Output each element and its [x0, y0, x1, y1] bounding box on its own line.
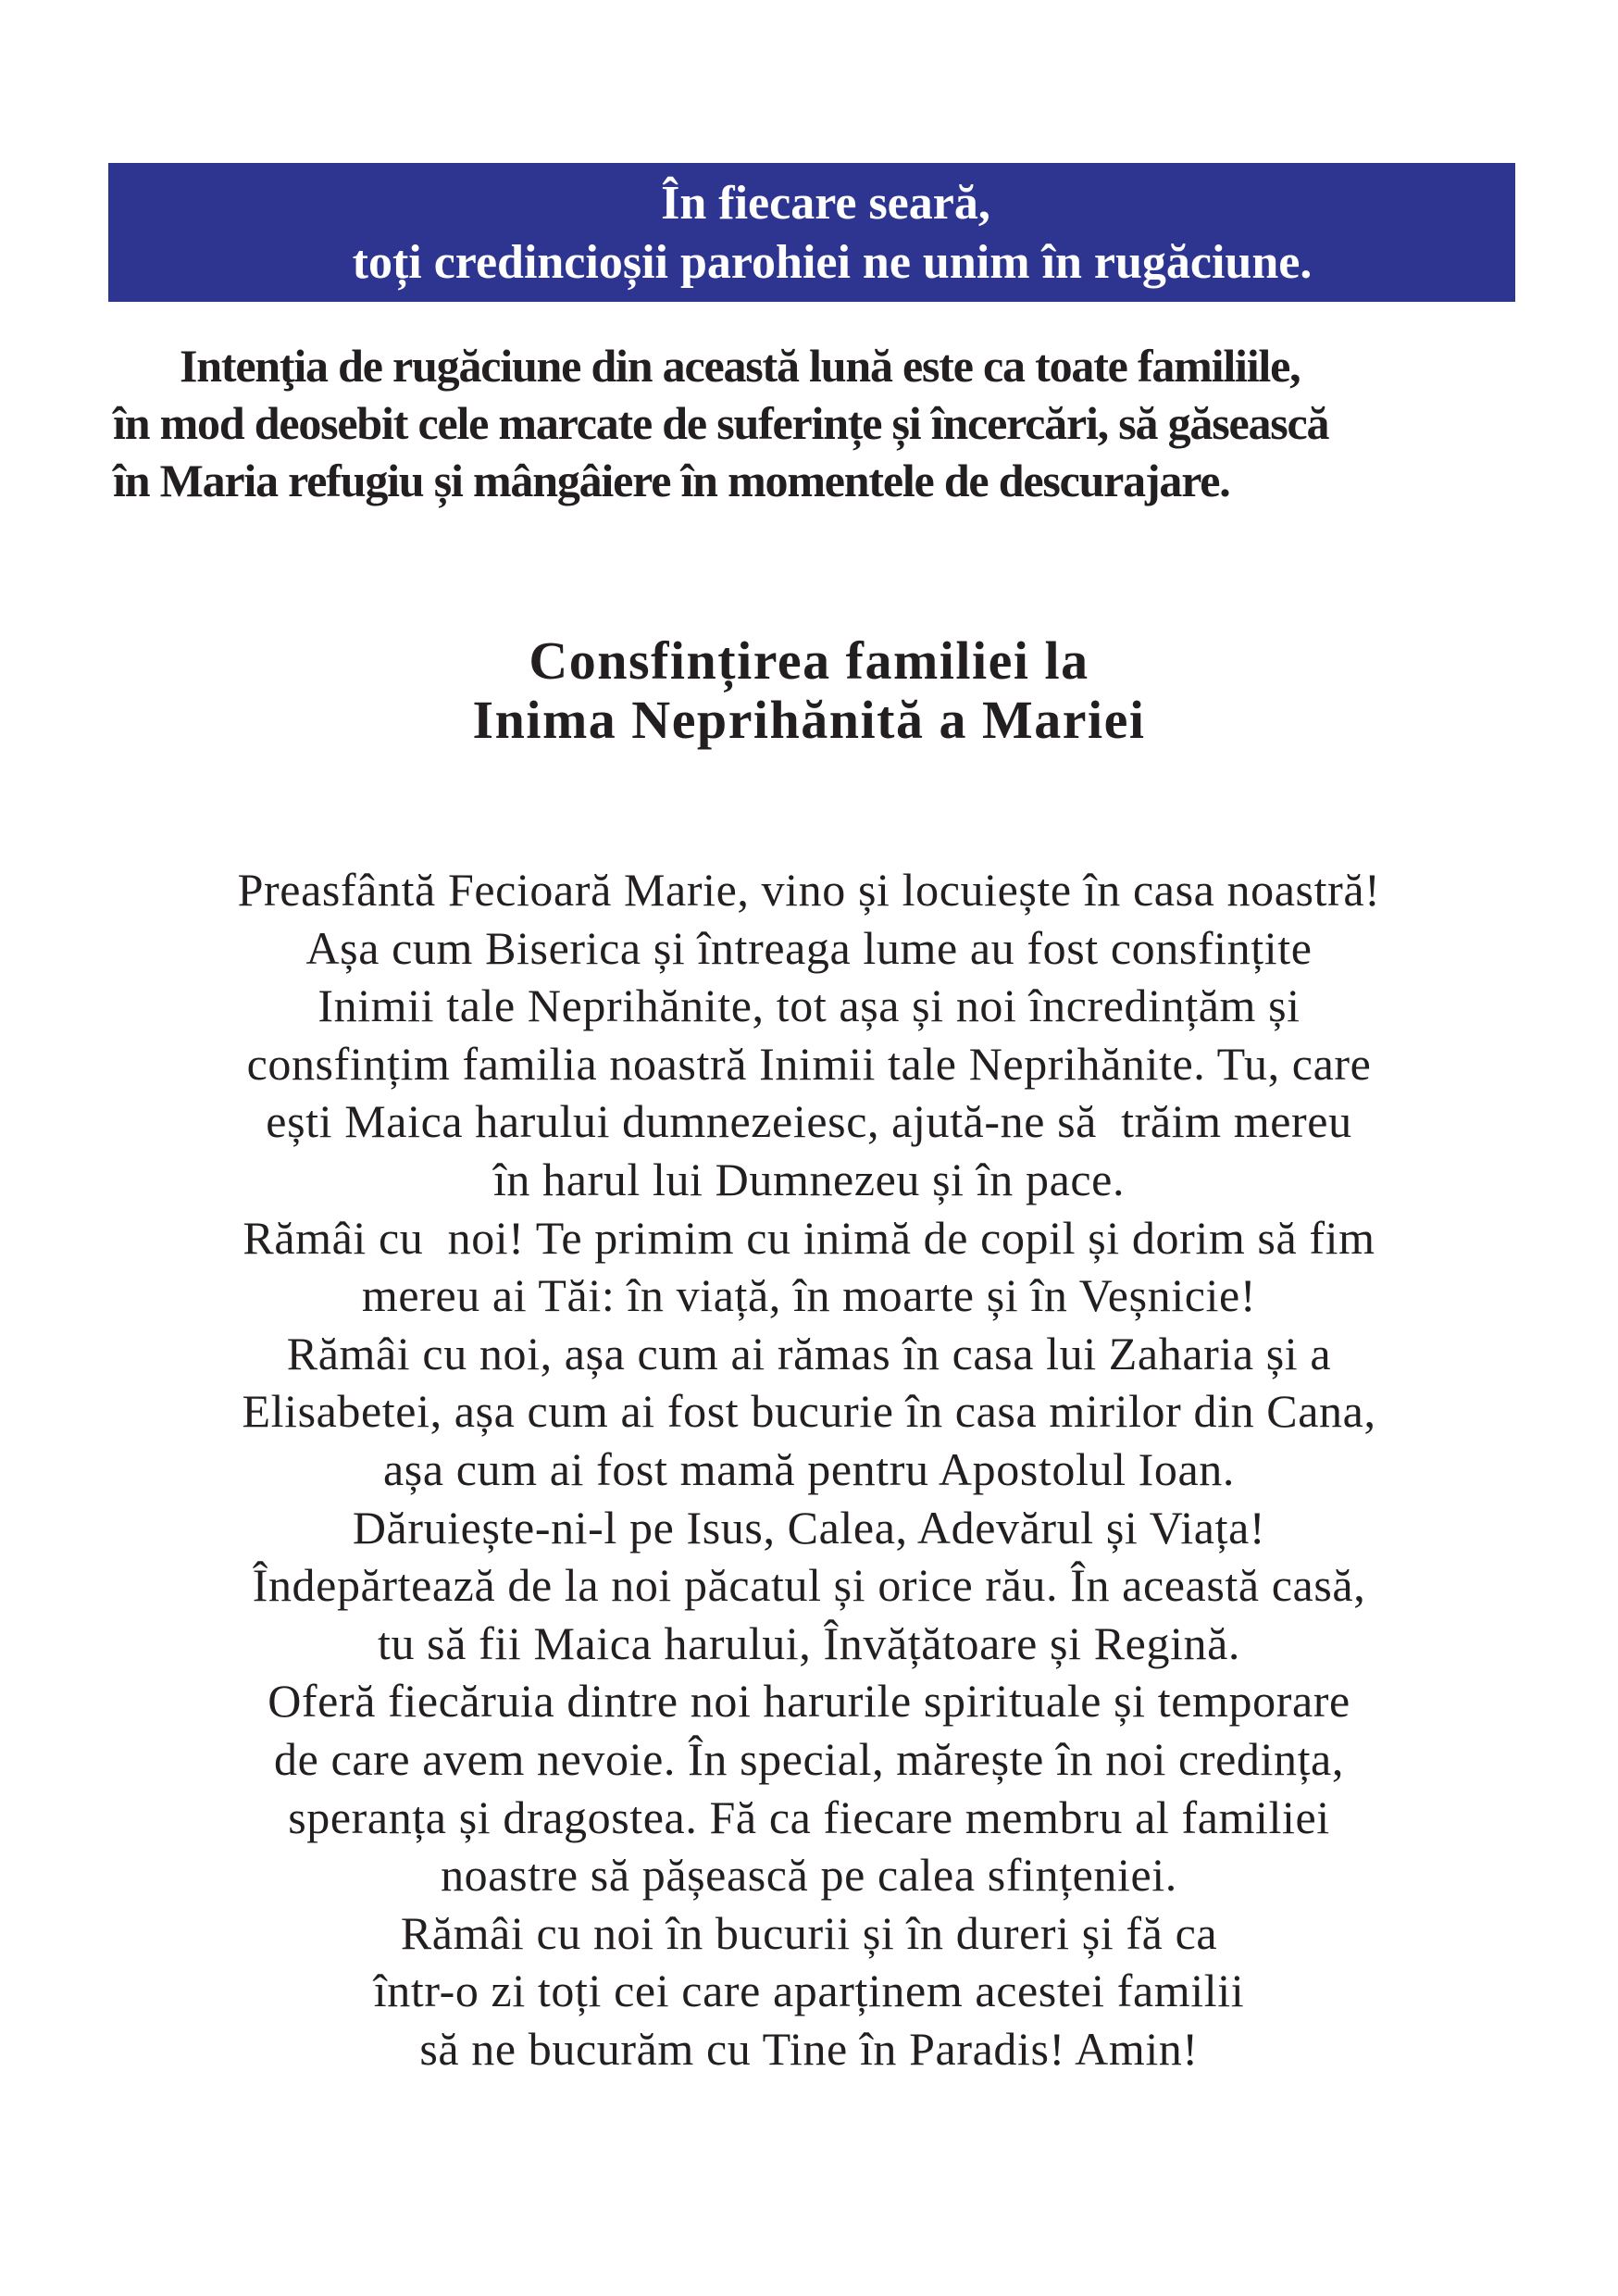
prayer-line: Inimii tale Neprihănite, tot așa și noi încredințăm și — [317, 980, 1301, 1032]
intention-line: în Maria refugiu și mângâiere în momentele de descurajare. — [113, 455, 1230, 506]
prayer-line: în harul lui Dumnezeu și în pace. — [492, 1153, 1126, 1205]
prayer-line: tu să fii Maica harului, Învățătoare și Regină. — [377, 1616, 1241, 1669]
prayer-line: Rămâi cu noi în bucurii și în dureri și fă ca — [400, 1906, 1218, 1959]
prayer-text — [0, 861, 1618, 2078]
prayer-line: Dăruiește-ni-l pe Isus, Calea, Adevărul și Viața! — [352, 1501, 1266, 1554]
prayer-line: noastre să pășească pe calea sfințeniei. — [441, 1849, 1177, 1902]
prayer-line: mereu ai Tăi: în viață, în moarte și în Veșnicie! — [361, 1269, 1257, 1322]
intention-line: Intenţia de rugăciune din această lună este ca toate familiile, — [180, 340, 1301, 392]
banner-line-1: În fiecare seară, — [661, 177, 990, 230]
prayer-line: Rămâi cu noi! Te primim cu inimă de copil și dorim să fim — [243, 1211, 1375, 1264]
prayer-line: Preasfântă Fecioară Marie, vino și locuiește în casa noastră! — [237, 864, 1381, 916]
header-banner — [108, 163, 1515, 302]
intention-line: în mod deosebit cele marcate de suferințe și încercări, să găsească — [113, 397, 1329, 449]
title-line-1: Consfințirea familiei la — [529, 630, 1089, 691]
prayer-line: Elisabetei, așa cum ai fost bucurie în casa mirilor din Cana, — [242, 1385, 1376, 1438]
page-title — [0, 631, 1618, 750]
prayer-line: speranța și dragostea. Fă ca fiecare membru al familiei — [288, 1791, 1330, 1843]
prayer-line: Îndepărtează de la noi păcatul și orice rău. În această casă, — [252, 1559, 1366, 1612]
prayer-line: să ne bucurăm cu Tine în Paradis! Amin! — [419, 2022, 1199, 2075]
prayer-intention — [113, 337, 1520, 509]
prayer-line: Oferă fiecăruia dintre noi harurile spirituale și temporare — [268, 1675, 1350, 1728]
banner-line-2: toți credincioșii parohiei ne unim în rugăciune. — [352, 236, 1313, 289]
prayer-line: așa cum ai fost mamă pentru Apostolul Ioan. — [382, 1442, 1236, 1495]
prayer-line: ești Maica harului dumnezeiesc, ajută-ne să trăim mereu — [266, 1095, 1352, 1148]
prayer-line: într-o zi toți cei care aparținem acestei familii — [373, 1965, 1245, 2017]
title-line-2: Inima Neprihănită a Mariei — [472, 690, 1146, 750]
prayer-line: de care avem nevoie. În special, mărește în noi credința, — [274, 1732, 1344, 1785]
prayer-line: consfințim familia noastră Inimii tale Neprihănite. Tu, care — [246, 1037, 1372, 1090]
prayer-line: Rămâi cu noi, așa cum ai rămas în casa lui Zaharia și a — [286, 1327, 1332, 1379]
prayer-line: Așa cum Biserica și întreaga lume au fost consfințite — [305, 921, 1313, 974]
